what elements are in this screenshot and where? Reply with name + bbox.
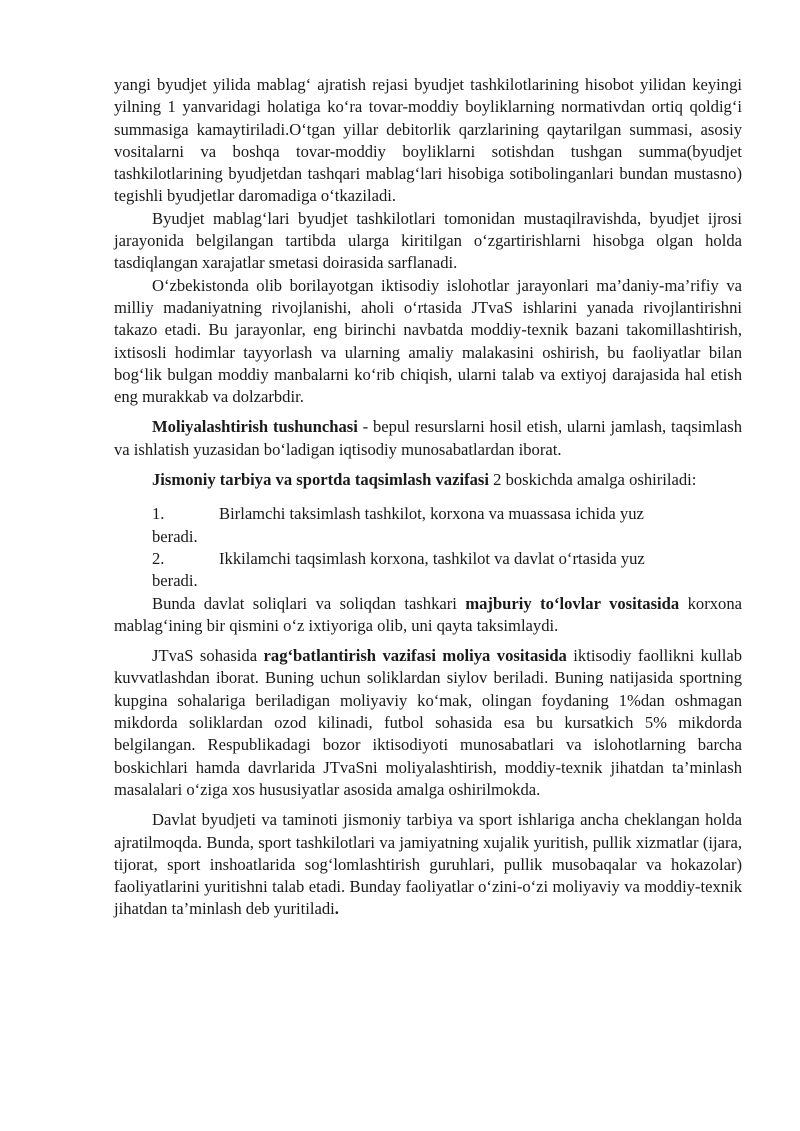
paragraph-distribution-task — [114, 469, 742, 491]
paragraph-3: O‘zbekistonda olib borilayotgan iktisodiy islohotlar jarayonlari ma’daniy-ma’rifiy va milliy madaniyatning rivojlanishi, aholi o‘rtasida JTvaS ishlarini yanada rivojlantirishni takazo etadi. Bu jarayonlar, eng birinchi navbatda moddiy-texnik bazani takomillashtirish, ixtisosli hodimlar tayyorlash va ularning amaliy malakasini oshirish, bu faoliyatlar bilan bog‘lik bulgan moddiy manbalarni ko‘rib chiqish, ularni talab va extiyoj darajasida hal etish eng murakkab va dolzarbdir. — [114, 275, 742, 407]
term-finance-means: moliya vositasida — [442, 646, 567, 666]
list-item-text: Birlamchi taksimlash tashkilot, korxona va muassasa ichida yuz — [219, 504, 644, 524]
list-item-continuation: beradi. — [152, 571, 198, 591]
term-mandatory-payments: majburiy to‘lovlar vositasida — [465, 593, 680, 613]
paragraph-incentive-task: JTvaS sohasida rag‘batlantirish vazifasi moliya vositasida iktisodiy faollikni kullab kuvvatlashdan iborat. Buning uchun soliklardan siylov beriladi. Buning natijasida sportning kupgina sohalariga beriladigan moliyaviy ko‘mak, olingan foydaning 1%dan oshmagan mikdorda soliklardan ozod kilinadi, futbol sohasida esa bu kursatkich 5% mikdorda belgilangan. Respublikadagi bozor iktisodiyoti munosabatlari va islohotlarning barcha boskichlari hamda davrlarida JTvaSni moliyalashtirish, moddiy-texnik jihatdan ta’minlash masalalari o‘ziga xos hususiyatlar asosida amalga oshirilmokda. — [114, 646, 742, 799]
paragraph-1: yangi byudjet yilida mablag‘ ajratish rejasi byudjet tashkilotlarining hisobot yilidan keyingi yilning 1 yanvaridagi holatiga ko‘ra tovar-moddiy boyliklarning normativdan ortiq qoldig‘i summasiga kamaytiriladi.O‘tgan yillar debitorlik qarzlarining qaytarilgan summasi, asosiy vositalarni va boshqa tovar-moddiy boyliklarni sotishdan tushgan summa(byudjet tashkilotlarining byudjetdan tashqari mablag‘lari hisobiga sotibolinganlari bundan mustasno) tegishli byudjetlar daromadiga o‘tkaziladi. — [114, 75, 742, 206]
document-page — [114, 74, 742, 921]
term-incentive-task: rag‘batlantirish vazifasi — [263, 646, 436, 666]
list-item — [114, 548, 742, 593]
paragraph-financing-definition — [114, 416, 742, 461]
term-distribution-task: Jismoniy tarbiya va sportda taqsimlash vazifasi — [152, 470, 489, 490]
list-item-continuation: beradi. — [152, 526, 198, 546]
list-item-text: Ikkilamchi taqsimlash korxona, tashkilot va davlat o‘rtasida yuz — [219, 548, 645, 568]
term-financing: Moliyalashtirish tushunchasi — [152, 417, 358, 437]
list-item-number: 2. — [152, 548, 165, 568]
financing-definition-text: - bepul resurslarni hosil etish, ularni jamlash, taqsimlash va ishlatish yuzasidan bo‘ladigan iqtisodiy munosabatlardan iborat. — [114, 417, 742, 459]
distribution-task-text: 2 boskichda amalga oshiriladi: — [488, 470, 697, 490]
list-item-number: 1. — [152, 504, 165, 524]
list-item — [114, 503, 742, 548]
paragraph-2: Byudjet mablag‘lari byudjet tashkilotlari tomonidan mustaqilravishda, byudjet ijrosi jarayonida belgilangan tartibda ularga kiritilgan o‘zgartirishlarni hisobga olgan holda tasdiqlangan xarajatlar smetasi doirasida sarflanadi. — [114, 208, 742, 273]
numbered-list — [114, 503, 742, 592]
paragraph-state-budget: Davlat byudjeti va taminoti jismoniy tarbiya va sport ishlariga ancha cheklangan holda ajratilmoqda. Bunda, sport tashkilotlari va jamiyatning xujalik yuritish, pullik xizmatlar (ijara, tijorat, sport inshoatlarida sog‘lomlashtirish guruhlari, pullik musobaqalar va hokazolar) faoliyatlarini yuritishni talab etadi. Bunday faoliyatlar o‘zini-o‘zi moliyaviy va moddiy-texnik jihatdan ta’minlash deb yuritiladi. — [114, 810, 742, 919]
paragraph-mandatory-payments: Bunda davlat soliqlari va soliqdan tashkari majburiy to‘lovlar vositasida korxona mablag‘ining bir qismini o‘z ixtiyoriga olib, uni qayta taksimlaydi. — [114, 593, 742, 635]
